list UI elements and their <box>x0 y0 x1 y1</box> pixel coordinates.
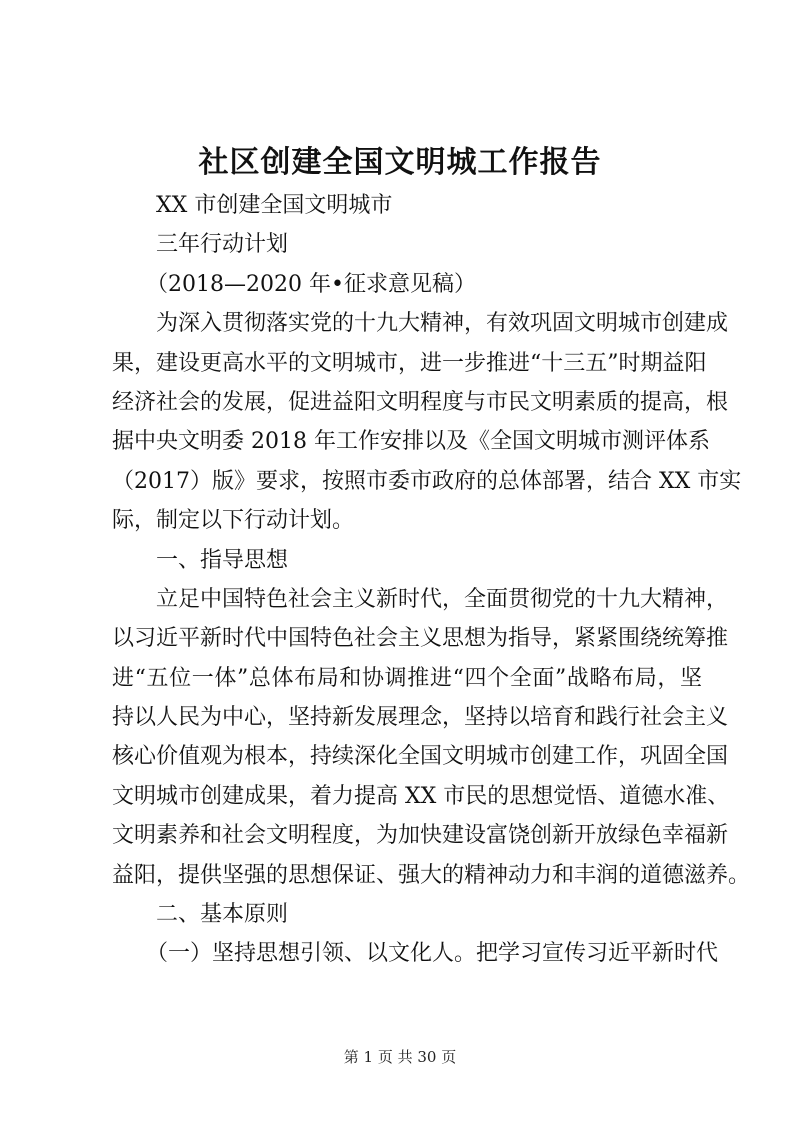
paragraph-line: 际，制定以下行动计划。 <box>112 508 355 534</box>
paragraph-line: 文明素养和社会文明程度，为加快建设富饶创新开放绿色幸福新 <box>112 823 729 849</box>
subtitle-line-1: XX 市创建全国文明城市 <box>156 193 393 218</box>
paragraph-line: 果，建设更高水平的文明城市，进一步推进“十三五”时期益阳 <box>112 350 707 376</box>
paragraph-line: 立足中国特色社会主义新时代，全面贯彻党的十九大精神， <box>156 586 729 612</box>
section-heading: 二、基本原则 <box>156 902 289 928</box>
page-footer: 第 1 页 共 30 页 <box>343 1048 457 1066</box>
paragraph-line: 核心价值观为根本，持续深化全国文明城市创建工作，巩固全国 <box>112 744 729 770</box>
subtitle-line-2: 三年行动计划 <box>156 232 289 258</box>
document-title: 社区创建全国文明城工作报告 <box>198 145 602 180</box>
paragraph-line: （一）坚持思想引领、以文化人。把学习宣传习近平新时代 <box>146 941 719 967</box>
paragraph-line: 文明城市创建成果，着力提高 XX 市民的思想觉悟、道德水准、 <box>112 783 730 809</box>
document-body <box>112 186 751 974</box>
paragraph-line: 经济社会的发展，促进益阳文明程度与市民文明素质的提高，根 <box>112 389 729 415</box>
paragraph-line: 益阳，提供坚强的思想保证、强大的精神动力和丰润的道德滋养。 <box>112 862 751 888</box>
subtitle-line-3: （2018—2020 年•征求意见稿） <box>146 271 476 297</box>
paragraph-line: 为深入贯彻落实党的十九大精神，有效巩固文明城市创建成 <box>156 311 729 337</box>
section-heading: 一、指导思想 <box>156 547 289 573</box>
paragraph-line: 以习近平新时代中国特色社会主义思想为指导，紧紧围绕统筹推 <box>112 626 729 652</box>
paragraph-line: （2017）版》要求，按照市委市政府的总体部署，结合 XX 市实 <box>112 468 742 494</box>
paragraph-line: 据中央文明委 2018 年工作安排以及《全国文明城市测评体系 <box>112 429 710 455</box>
paragraph-line: 持以人民为中心，坚持新发展理念，坚持以培育和践行社会主义 <box>112 705 729 731</box>
paragraph-line: 进“五位一体”总体布局和协调推进“四个全面”战略布局，坚 <box>112 665 702 691</box>
